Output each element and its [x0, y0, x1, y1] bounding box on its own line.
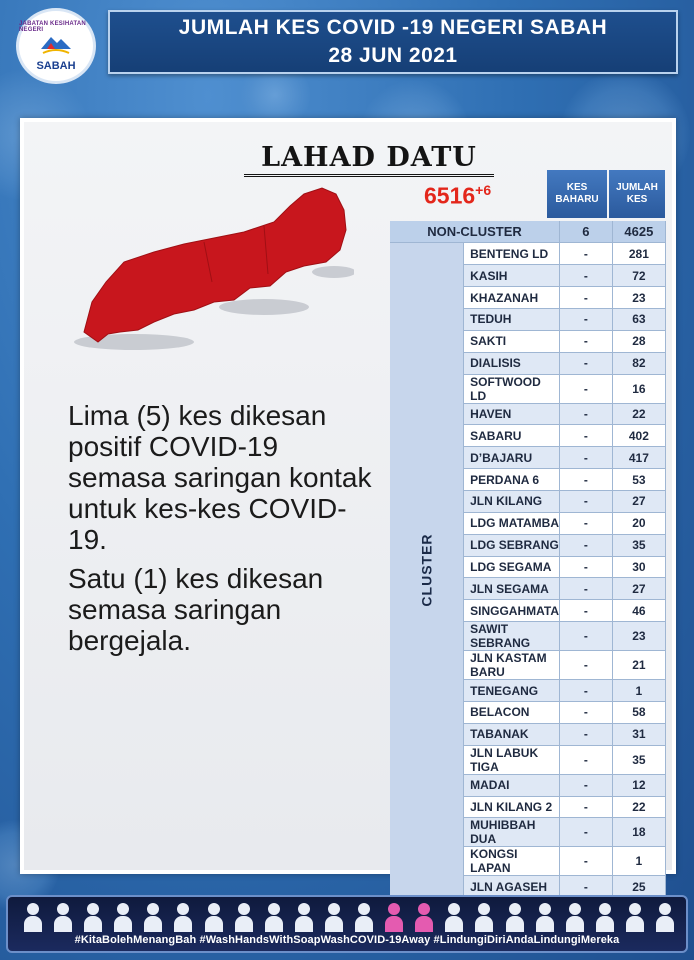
- row-total-cases: 402: [612, 425, 665, 447]
- row-new-cases: -: [560, 847, 613, 876]
- footer-hashtags: #KitaBolehMenangBah #WashHandsWithSoapWashCOVID-19Away #LindungiDiriAndaLindungiMereka: [74, 934, 620, 946]
- person-icon: [263, 901, 285, 933]
- figures-row: [22, 901, 676, 933]
- row-name: BELACON: [464, 701, 560, 723]
- total-value: 6516: [424, 182, 476, 209]
- row-name: HAVEN: [464, 403, 560, 425]
- row-name: KASIH: [464, 265, 560, 287]
- row-new-cases: -: [560, 534, 613, 556]
- row-new-cases: -: [560, 469, 613, 491]
- column-header-total: JUMLAH KES: [609, 170, 665, 218]
- row-name: TEDUH: [464, 308, 560, 330]
- person-icon: [383, 901, 405, 933]
- row-name: KHAZANAH: [464, 287, 560, 309]
- row-total-cases: 22: [612, 403, 665, 425]
- sabah-logo-icon: [39, 33, 73, 59]
- row-total-cases: 58: [612, 701, 665, 723]
- row-name: KONGSI LAPAN: [464, 847, 560, 876]
- row-new-cases: -: [560, 578, 613, 600]
- row-total-cases: 82: [612, 352, 665, 374]
- row-total-cases: 16: [612, 374, 665, 403]
- row-new-cases: -: [560, 680, 613, 702]
- row-new-cases: -: [560, 308, 613, 330]
- page-title: JUMLAH KES COVID -19 NEGERI SABAH: [178, 16, 608, 39]
- row-total-cases: 281: [612, 243, 665, 265]
- person-icon: [233, 901, 255, 933]
- header-title-box: [108, 10, 678, 74]
- district-map-icon: [54, 182, 354, 352]
- row-name: SABARU: [464, 425, 560, 447]
- person-icon: [473, 901, 495, 933]
- row-total-cases: 23: [612, 287, 665, 309]
- row-new-cases: -: [560, 512, 613, 534]
- person-icon: [413, 901, 435, 933]
- row-name: PERDANA 6: [464, 469, 560, 491]
- sabah-logo: [16, 8, 96, 84]
- row-total-cases: 20: [612, 512, 665, 534]
- description-paragraph: Lima (5) kes dikesan positif COVID-19 semasa saringan kontak untuk kes-kes COVID-19.: [68, 400, 372, 555]
- row-total-cases: 53: [612, 469, 665, 491]
- row-name: SAKTI: [464, 330, 560, 352]
- row-name: DIALISIS: [464, 352, 560, 374]
- cases-table: [390, 221, 666, 898]
- row-new-cases: -: [560, 701, 613, 723]
- person-icon: [594, 901, 616, 933]
- row-new-cases: -: [560, 330, 613, 352]
- row-name: SAWIT SEBRANG: [464, 622, 560, 651]
- logo-top-text: JABATAN KESIHATAN NEGERI: [19, 20, 86, 33]
- row-name: JLN SEGAMA: [464, 578, 560, 600]
- row-name: JLN KILANG 2: [464, 796, 560, 818]
- row-total-cases: 25: [612, 876, 665, 898]
- row-name: BENTENG LD: [464, 243, 560, 265]
- row-name: LDG SEBRANG: [464, 534, 560, 556]
- description-paragraph: Satu (1) kes dikesan semasa saringan bergejala.: [68, 563, 324, 656]
- person-icon: [142, 901, 164, 933]
- row-new-cases: -: [560, 774, 613, 796]
- person-icon: [564, 901, 586, 933]
- row-total-cases: 35: [612, 534, 665, 556]
- row-new-cases: -: [560, 447, 613, 469]
- row-total-cases: 72: [612, 265, 665, 287]
- person-icon: [504, 901, 526, 933]
- table-row: [390, 243, 666, 265]
- row-new-cases: -: [560, 556, 613, 578]
- row-total-cases: 46: [612, 600, 665, 622]
- page-date: 28 JUN 2021: [328, 44, 458, 67]
- row-total-cases: 21: [612, 651, 665, 680]
- row-total-cases: 1: [612, 680, 665, 702]
- person-icon: [534, 901, 556, 933]
- row-name: LDG SEGAMA: [464, 556, 560, 578]
- person-icon: [323, 901, 345, 933]
- person-icon: [52, 901, 74, 933]
- total-cases: [424, 182, 491, 210]
- row-new-cases: -: [560, 745, 613, 774]
- row-new-cases: -: [560, 243, 613, 265]
- row-total-cases: 1: [612, 847, 665, 876]
- row-new-cases: -: [560, 352, 613, 374]
- row-new-cases: -: [560, 651, 613, 680]
- row-total-cases: 63: [612, 308, 665, 330]
- total-increment: +6: [475, 182, 492, 198]
- cluster-label: CLUSTER: [418, 533, 435, 607]
- row-total-cases: 417: [612, 447, 665, 469]
- district-title: LAHAD DATU: [244, 142, 494, 177]
- row-name: JLN AGASEH: [464, 876, 560, 898]
- person-icon: [654, 901, 676, 933]
- row-total-cases: 12: [612, 774, 665, 796]
- row-name: TABANAK: [464, 723, 560, 745]
- person-icon: [172, 901, 194, 933]
- row-name: TENEGANG: [464, 680, 560, 702]
- person-icon: [203, 901, 225, 933]
- row-new-cases: -: [560, 818, 613, 847]
- row-new-cases: 6: [560, 221, 613, 243]
- description: [68, 400, 378, 664]
- row-total-cases: 23: [612, 622, 665, 651]
- row-new-cases: -: [560, 490, 613, 512]
- row-new-cases: -: [560, 622, 613, 651]
- row-total-cases: 35: [612, 745, 665, 774]
- row-name: MUHIBBAH DUA: [464, 818, 560, 847]
- row-new-cases: -: [560, 600, 613, 622]
- person-icon: [624, 901, 646, 933]
- row-new-cases: -: [560, 265, 613, 287]
- row-name: SOFTWOOD LD: [464, 374, 560, 403]
- person-icon: [353, 901, 375, 933]
- row-total-cases: 28: [612, 330, 665, 352]
- row-name: D’BAJARU: [464, 447, 560, 469]
- row-new-cases: -: [560, 425, 613, 447]
- row-total-cases: 27: [612, 578, 665, 600]
- row-name: JLN KASTAM BARU: [464, 651, 560, 680]
- row-name: SINGGAHMATA: [464, 600, 560, 622]
- person-icon: [443, 901, 465, 933]
- row-name: NON-CLUSTER: [390, 221, 560, 243]
- row-name: JLN KILANG: [464, 490, 560, 512]
- row-name: MADAI: [464, 774, 560, 796]
- row-total-cases: 22: [612, 796, 665, 818]
- cluster-column: [390, 243, 464, 898]
- person-icon: [82, 901, 104, 933]
- person-icon: [22, 901, 44, 933]
- person-icon: [112, 901, 134, 933]
- row-name: JLN LABUK TIGA: [464, 745, 560, 774]
- logo-name: SABAH: [36, 59, 76, 72]
- row-total-cases: 27: [612, 490, 665, 512]
- person-icon: [293, 901, 315, 933]
- footer-banner: [6, 895, 688, 953]
- row-new-cases: -: [560, 876, 613, 898]
- row-total-cases: 18: [612, 818, 665, 847]
- main-panel: [20, 118, 676, 894]
- row-new-cases: -: [560, 723, 613, 745]
- table-row-non-cluster: [390, 221, 666, 243]
- row-total-cases: 31: [612, 723, 665, 745]
- row-name: LDG MATAMBA: [464, 512, 560, 534]
- row-new-cases: -: [560, 374, 613, 403]
- row-new-cases: -: [560, 796, 613, 818]
- row-total-cases: 30: [612, 556, 665, 578]
- row-total-cases: 4625: [612, 221, 665, 243]
- column-header-new: KES BAHARU: [547, 170, 607, 218]
- row-new-cases: -: [560, 287, 613, 309]
- row-new-cases: -: [560, 403, 613, 425]
